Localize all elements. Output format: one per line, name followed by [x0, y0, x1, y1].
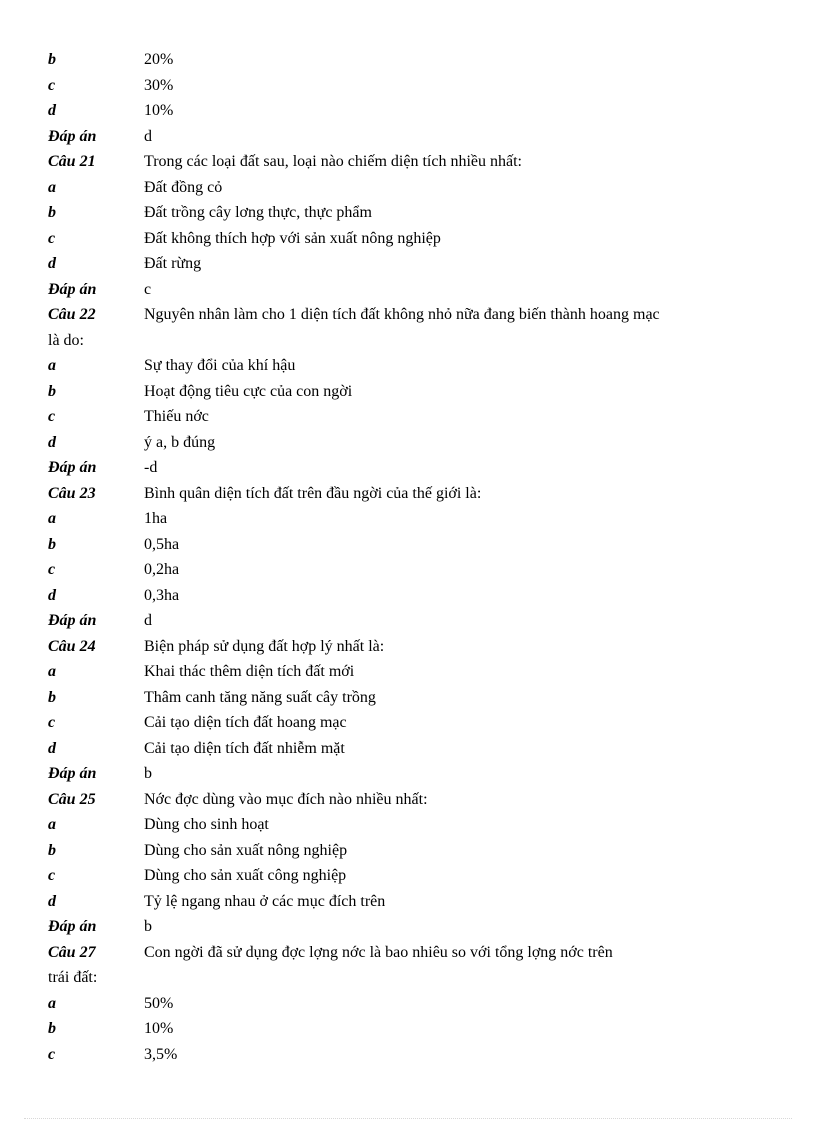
row-text: Hoạt động tiêu cực của con ngời: [144, 382, 353, 400]
row-label: Đáp án: [48, 918, 97, 935]
row-label: d: [48, 102, 56, 119]
row-text: Dùng cho sản xuất công nghiệp: [144, 867, 347, 884]
document-row: [48, 991, 764, 1017]
row-label: Câu 21: [48, 153, 96, 170]
document-row: [48, 430, 764, 456]
row-text: Cải tạo diện tích đất nhiễm mặt: [144, 739, 345, 757]
document-row: [48, 226, 764, 252]
row-text: Đất trồng cây lơng thực, thực phẩm: [144, 204, 372, 221]
document-row: [48, 1016, 764, 1042]
row-text: d: [144, 127, 152, 145]
document-row: [48, 914, 764, 940]
row-text: 0,2ha: [144, 561, 180, 578]
row-text: Thiếu nớc: [144, 408, 209, 425]
document-row: [48, 557, 764, 583]
row-label: d: [48, 892, 56, 910]
page-bottom-divider: [24, 1118, 792, 1119]
row-text: Thâm canh tăng năng suất cây trồng: [144, 688, 376, 706]
row-label: c: [48, 714, 56, 731]
document-row: [48, 98, 764, 124]
document-row: [48, 353, 764, 379]
row-label: Đáp án: [48, 459, 97, 476]
document-row: [48, 379, 764, 405]
row-label: c: [48, 76, 56, 94]
row-label: b: [48, 1020, 56, 1037]
document-row: [48, 251, 764, 277]
row-label: Đáp án: [48, 127, 97, 145]
row-label: a: [48, 816, 56, 833]
row-text: 0,3ha: [144, 586, 180, 604]
row-text: Khai thác thêm diện tích đất mới: [144, 663, 355, 680]
row-label: a: [48, 510, 56, 527]
row-text: 10%: [144, 102, 174, 119]
document-row: [48, 277, 764, 303]
document-row: [48, 149, 764, 175]
row-text: b: [144, 765, 152, 782]
row-label: Câu 25: [48, 790, 96, 808]
document-body: [48, 47, 764, 1067]
row-label: c: [48, 1045, 56, 1063]
document-row: [48, 659, 764, 685]
row-text: b: [144, 918, 152, 935]
row-text: -d: [144, 459, 158, 476]
row-text: Dùng cho sản xuất nông nghiệp: [144, 841, 348, 859]
document-row: [48, 532, 764, 558]
row-label: Đáp án: [48, 765, 97, 782]
row-text: ý a, b đúng: [144, 433, 216, 451]
row-text: 3,5%: [144, 1045, 178, 1063]
row-label: d: [48, 739, 56, 757]
document-row: [48, 736, 764, 762]
row-label: b: [48, 841, 56, 859]
document-row: [48, 863, 764, 889]
document-row: [48, 710, 764, 736]
document-row: [48, 583, 764, 609]
document-row: [48, 940, 764, 966]
row-label: b: [48, 204, 56, 221]
row-text: 30%: [144, 76, 174, 94]
document-row: [48, 124, 764, 150]
row-label: Câu 24: [48, 637, 96, 655]
row-text: Bình quân diện tích đất trên đầu ngời của thế giới là:: [144, 484, 482, 502]
row-text: Biện pháp sử dụng đất hợp lý nhất là:: [144, 637, 385, 655]
row-text: Con ngời đã sử dụng đợc lợng nớc là bao nhiêu so với tổng lợng nớc trên: [144, 943, 613, 961]
row-label: b: [48, 688, 56, 706]
row-label: b: [48, 382, 56, 400]
row-label: d: [48, 586, 56, 604]
row-label: Câu 27: [48, 943, 96, 961]
row-label: c: [48, 561, 56, 578]
row-label: c: [48, 229, 56, 247]
row-label: a: [48, 178, 56, 196]
document-row: [48, 200, 764, 226]
row-text: Tỷ lệ ngang nhau ở các mục đích trên: [144, 892, 386, 910]
question-text-continuation: [48, 965, 764, 991]
row-text: là do:: [48, 331, 84, 349]
row-text: Nớc đợc dùng vào mục đích nào nhiều nhất:: [144, 790, 428, 808]
row-text: Trong các loại đất sau, loại nào chiếm diện tích nhiều nhất:: [144, 153, 522, 170]
row-text: Cải tạo diện tích đất hoang mạc: [144, 714, 347, 731]
row-label: Câu 23: [48, 484, 96, 502]
row-label: c: [48, 867, 56, 884]
row-text: Sự thay đổi của khí hậu: [144, 357, 296, 374]
row-text: Đất không thích hợp với sản xuất nông nghiệp: [144, 229, 441, 247]
row-text: 20%: [144, 51, 174, 68]
row-text: 0,5ha: [144, 535, 180, 553]
document-row: [48, 838, 764, 864]
row-label: a: [48, 994, 56, 1012]
row-text: Đất rừng: [144, 255, 202, 272]
row-text: Đất đồng cỏ: [144, 178, 223, 196]
document-row: [48, 1042, 764, 1068]
row-text: Nguyên nhân làm cho 1 diện tích đất không nhỏ nữa đang biến thành hoang mạc: [144, 306, 660, 323]
document-row: [48, 685, 764, 711]
document-row: [48, 634, 764, 660]
row-label: Đáp án: [48, 280, 97, 298]
document-row: [48, 481, 764, 507]
document-row: [48, 761, 764, 787]
document-row: [48, 47, 764, 73]
question-text-continuation: [48, 328, 764, 354]
row-label: a: [48, 663, 56, 680]
document-row: [48, 73, 764, 99]
row-label: Câu 22: [48, 306, 96, 323]
row-text: c: [144, 280, 152, 298]
row-text: 1ha: [144, 510, 168, 527]
row-label: a: [48, 357, 56, 374]
document-row: [48, 787, 764, 813]
row-label: d: [48, 255, 56, 272]
row-label: Đáp án: [48, 612, 97, 629]
document-row: [48, 302, 764, 328]
row-label: b: [48, 535, 56, 553]
row-text: 10%: [144, 1020, 174, 1037]
document-row: [48, 404, 764, 430]
row-label: d: [48, 433, 56, 451]
document-row: [48, 455, 764, 481]
row-text: trái đất:: [48, 969, 98, 986]
document-row: [48, 608, 764, 634]
row-text: Dùng cho sinh hoạt: [144, 816, 269, 833]
document-row: [48, 506, 764, 532]
row-label: b: [48, 51, 56, 68]
document-row: [48, 889, 764, 915]
row-text: d: [144, 612, 152, 629]
document-row: [48, 175, 764, 201]
document-row: [48, 812, 764, 838]
row-text: 50%: [144, 994, 174, 1012]
row-label: c: [48, 408, 56, 425]
